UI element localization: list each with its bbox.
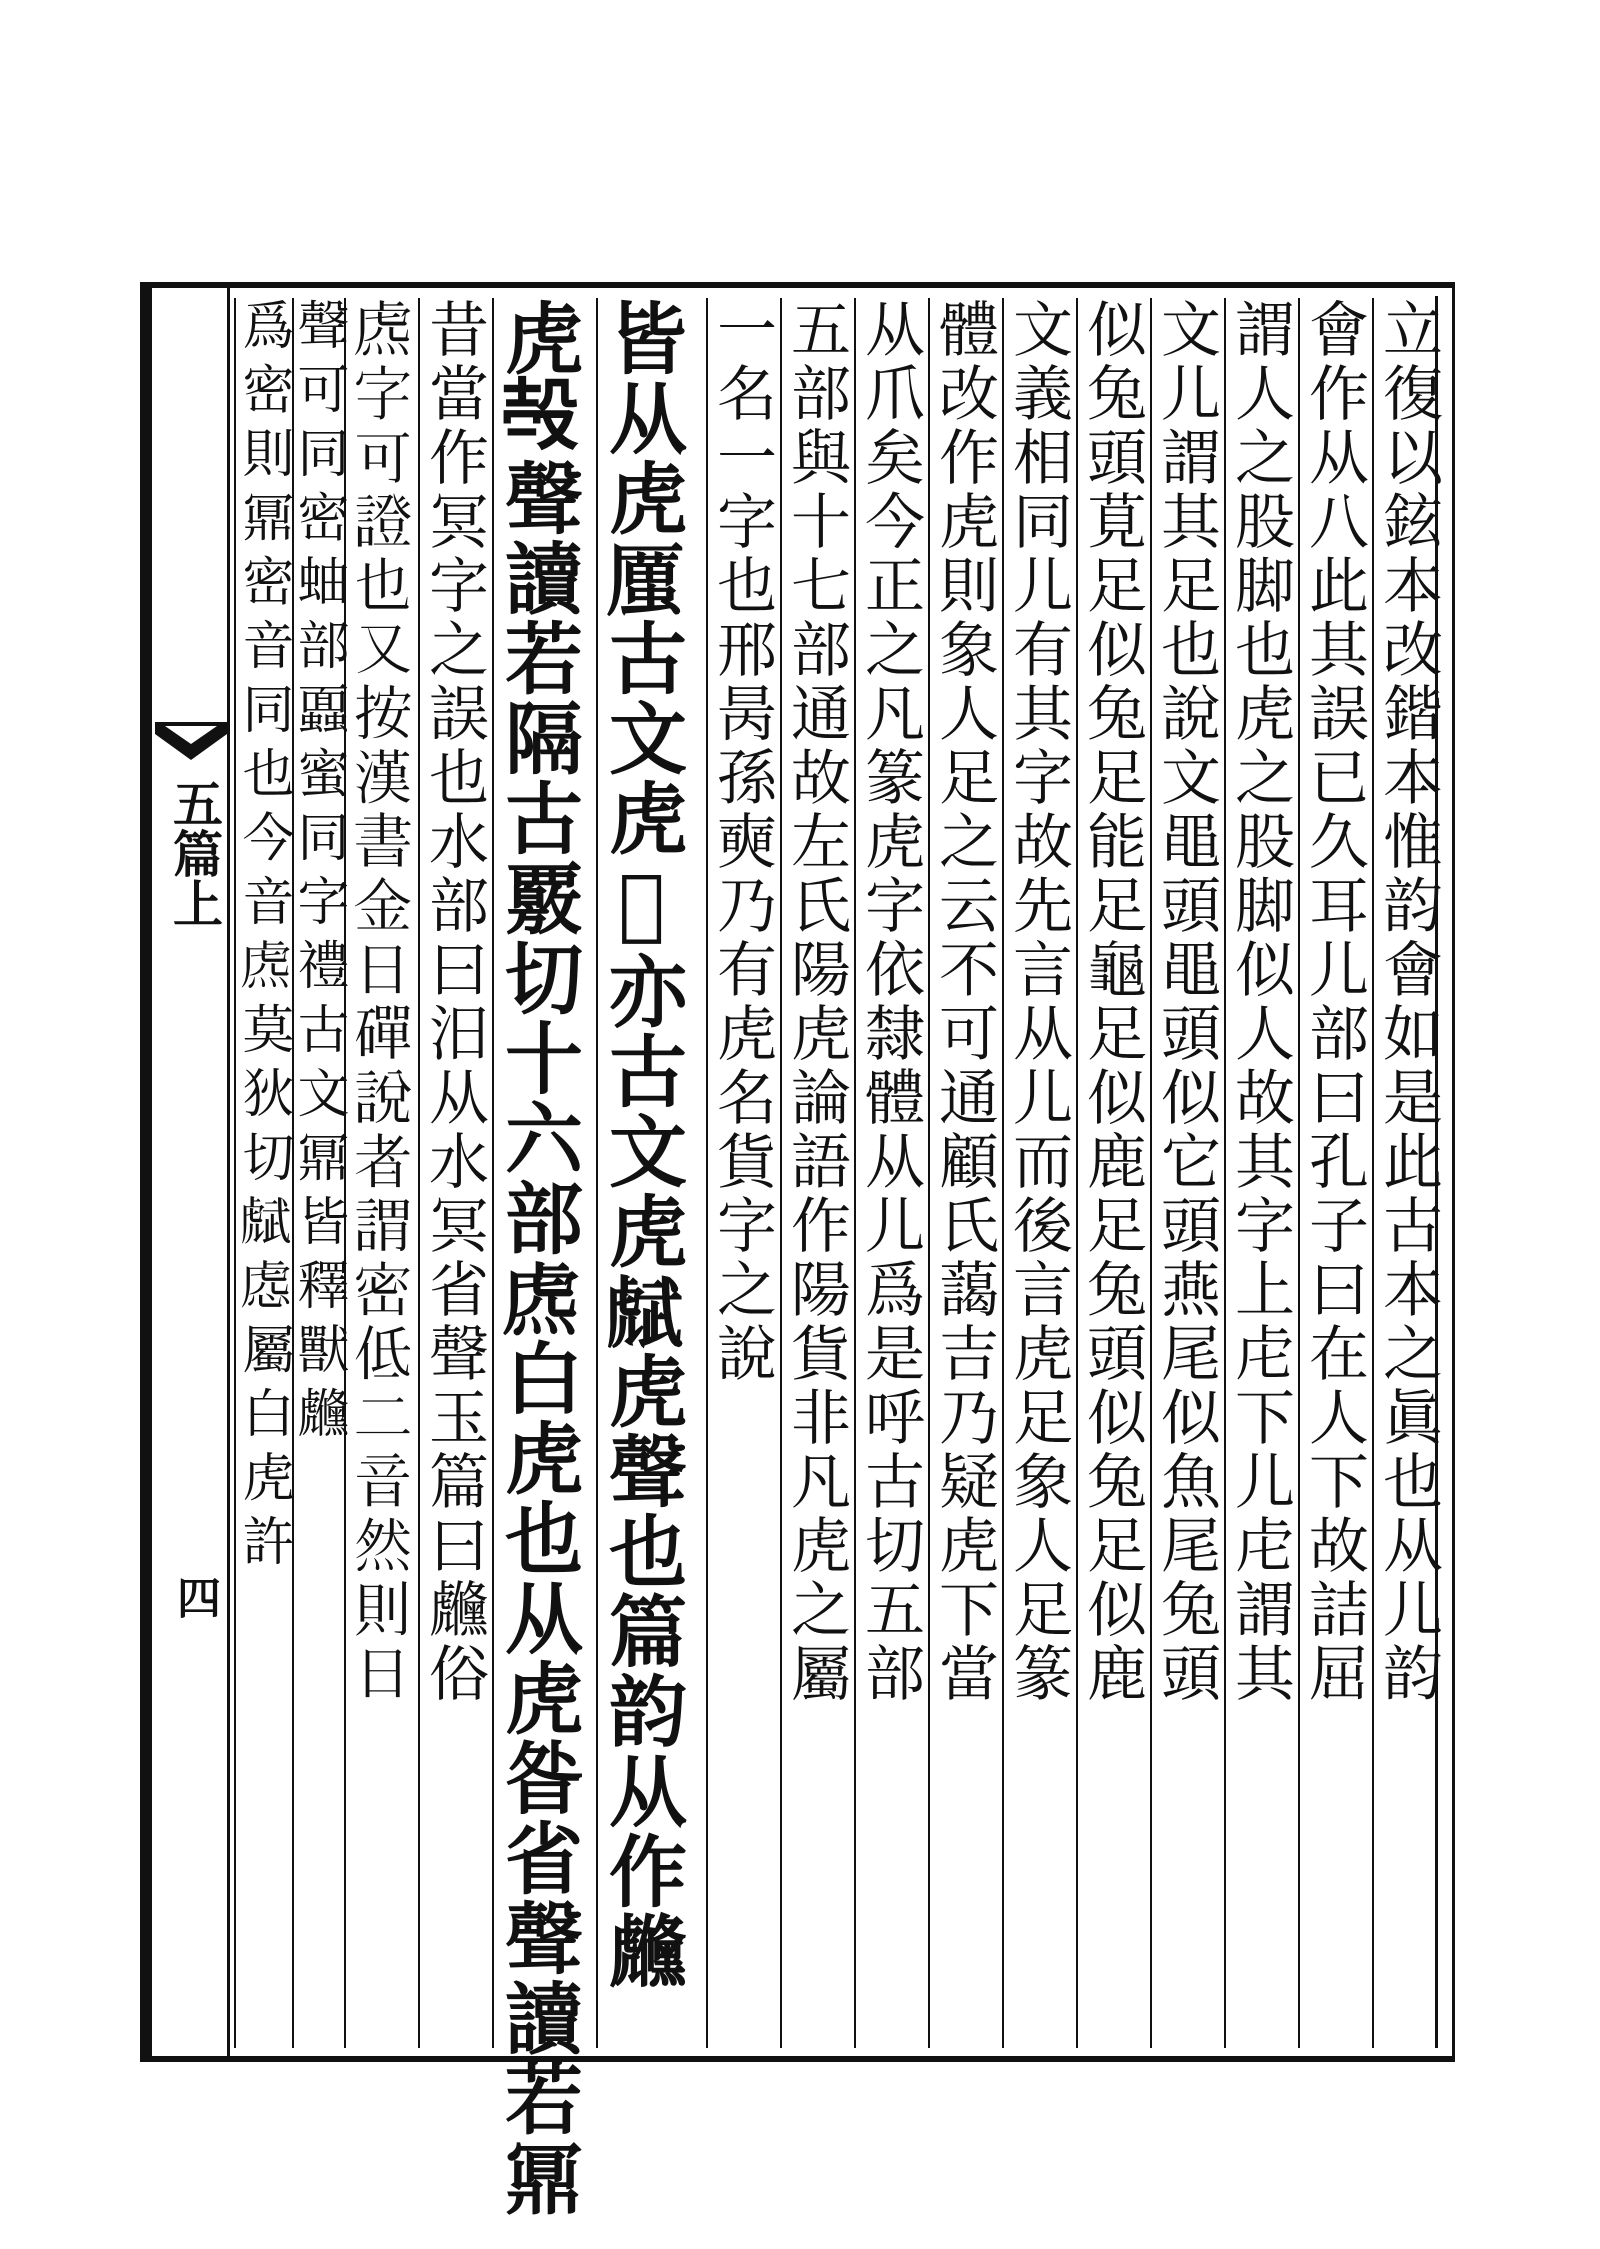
- text-column-16: [233, 298, 293, 2048]
- text-column-6: [1002, 298, 1072, 2048]
- column-text: 五部與十七部通故左氏陽虎論語作陽貨非凡虎之屬: [781, 298, 851, 1706]
- column-text: 似兔頭莧足似兔足能足龜足似鹿足兔頭似兔足似鹿: [1077, 298, 1147, 1706]
- page-number: 四: [169, 1575, 220, 1619]
- text-column-10: [706, 298, 776, 2048]
- text-column-3: [1224, 298, 1294, 2048]
- text-column-2: [1298, 298, 1368, 2048]
- text-column-13: [418, 298, 488, 2048]
- text-column-14: [344, 298, 414, 2048]
- text-column-15: [288, 298, 348, 2048]
- text-column-12-headword: [492, 298, 592, 2218]
- column-text: 爲密則鼏密音同也今音𧆸莫狄切𧇭𧆹屬白虎許: [233, 298, 293, 1578]
- text-column-1: [1372, 298, 1443, 2048]
- column-text: 文儿謂其足也說文黽頭黽頭似它頭燕尾似魚尾兔頭: [1151, 298, 1221, 1706]
- column-text: 从爪矣今正之凡篆虎字依隸體从儿爲是呼古切五部: [855, 298, 925, 1706]
- text-column-4: [1150, 298, 1220, 2048]
- center-strip: [152, 288, 230, 2056]
- column-text: 皆从虎𠪿古文虎𧆞亦古文虎𧇭虎聲也篇韵从作虪: [596, 298, 687, 1991]
- column-text: 文義相同儿有其字故先言从儿而後言虎足象人足篆: [1003, 298, 1073, 1706]
- text-column-11-headword: [596, 298, 702, 2048]
- column-text: 會作从八此其誤已久耳儿部曰孔子曰在人下故詰屈: [1299, 298, 1369, 1706]
- column-text: 𧆸字可證也又按漢書金日磾說者謂密低二音然則日: [345, 298, 415, 1706]
- column-text: 一名一字也邢昺孫奭乃有虎名貨字之說: [707, 298, 777, 1386]
- column-text: 立復以鉉本改鍇本惟韵會如是此古本之眞也从儿韵: [1373, 298, 1443, 1706]
- text-column-5: [1076, 298, 1146, 2048]
- column-text: 昔當作冥字之誤也水部曰汨从水冥省聲玉篇曰虪俗: [419, 298, 489, 1706]
- column-text: 聲可同密蚰部蠠蜜同字禮古文鼏皆釋獸虪: [288, 298, 348, 1450]
- column-text: 謂人之股脚也虎之股脚似人故其字上虍下儿虍謂其: [1225, 298, 1295, 1706]
- volume-label: 五篇上: [165, 778, 224, 928]
- column-text: 虎𣪊聲讀若隔古覈切十六部𧆸白虎也从虎昝省聲讀若鼏: [492, 298, 583, 2218]
- column-text: 體改作虎則象人足之云不可通顧氏藹吉乃疑虎下當: [929, 298, 999, 1706]
- text-column-9: [780, 298, 850, 2048]
- text-column-8: [854, 298, 924, 2048]
- text-column-7: [928, 298, 998, 2048]
- fishtail-mark-icon: [155, 722, 227, 760]
